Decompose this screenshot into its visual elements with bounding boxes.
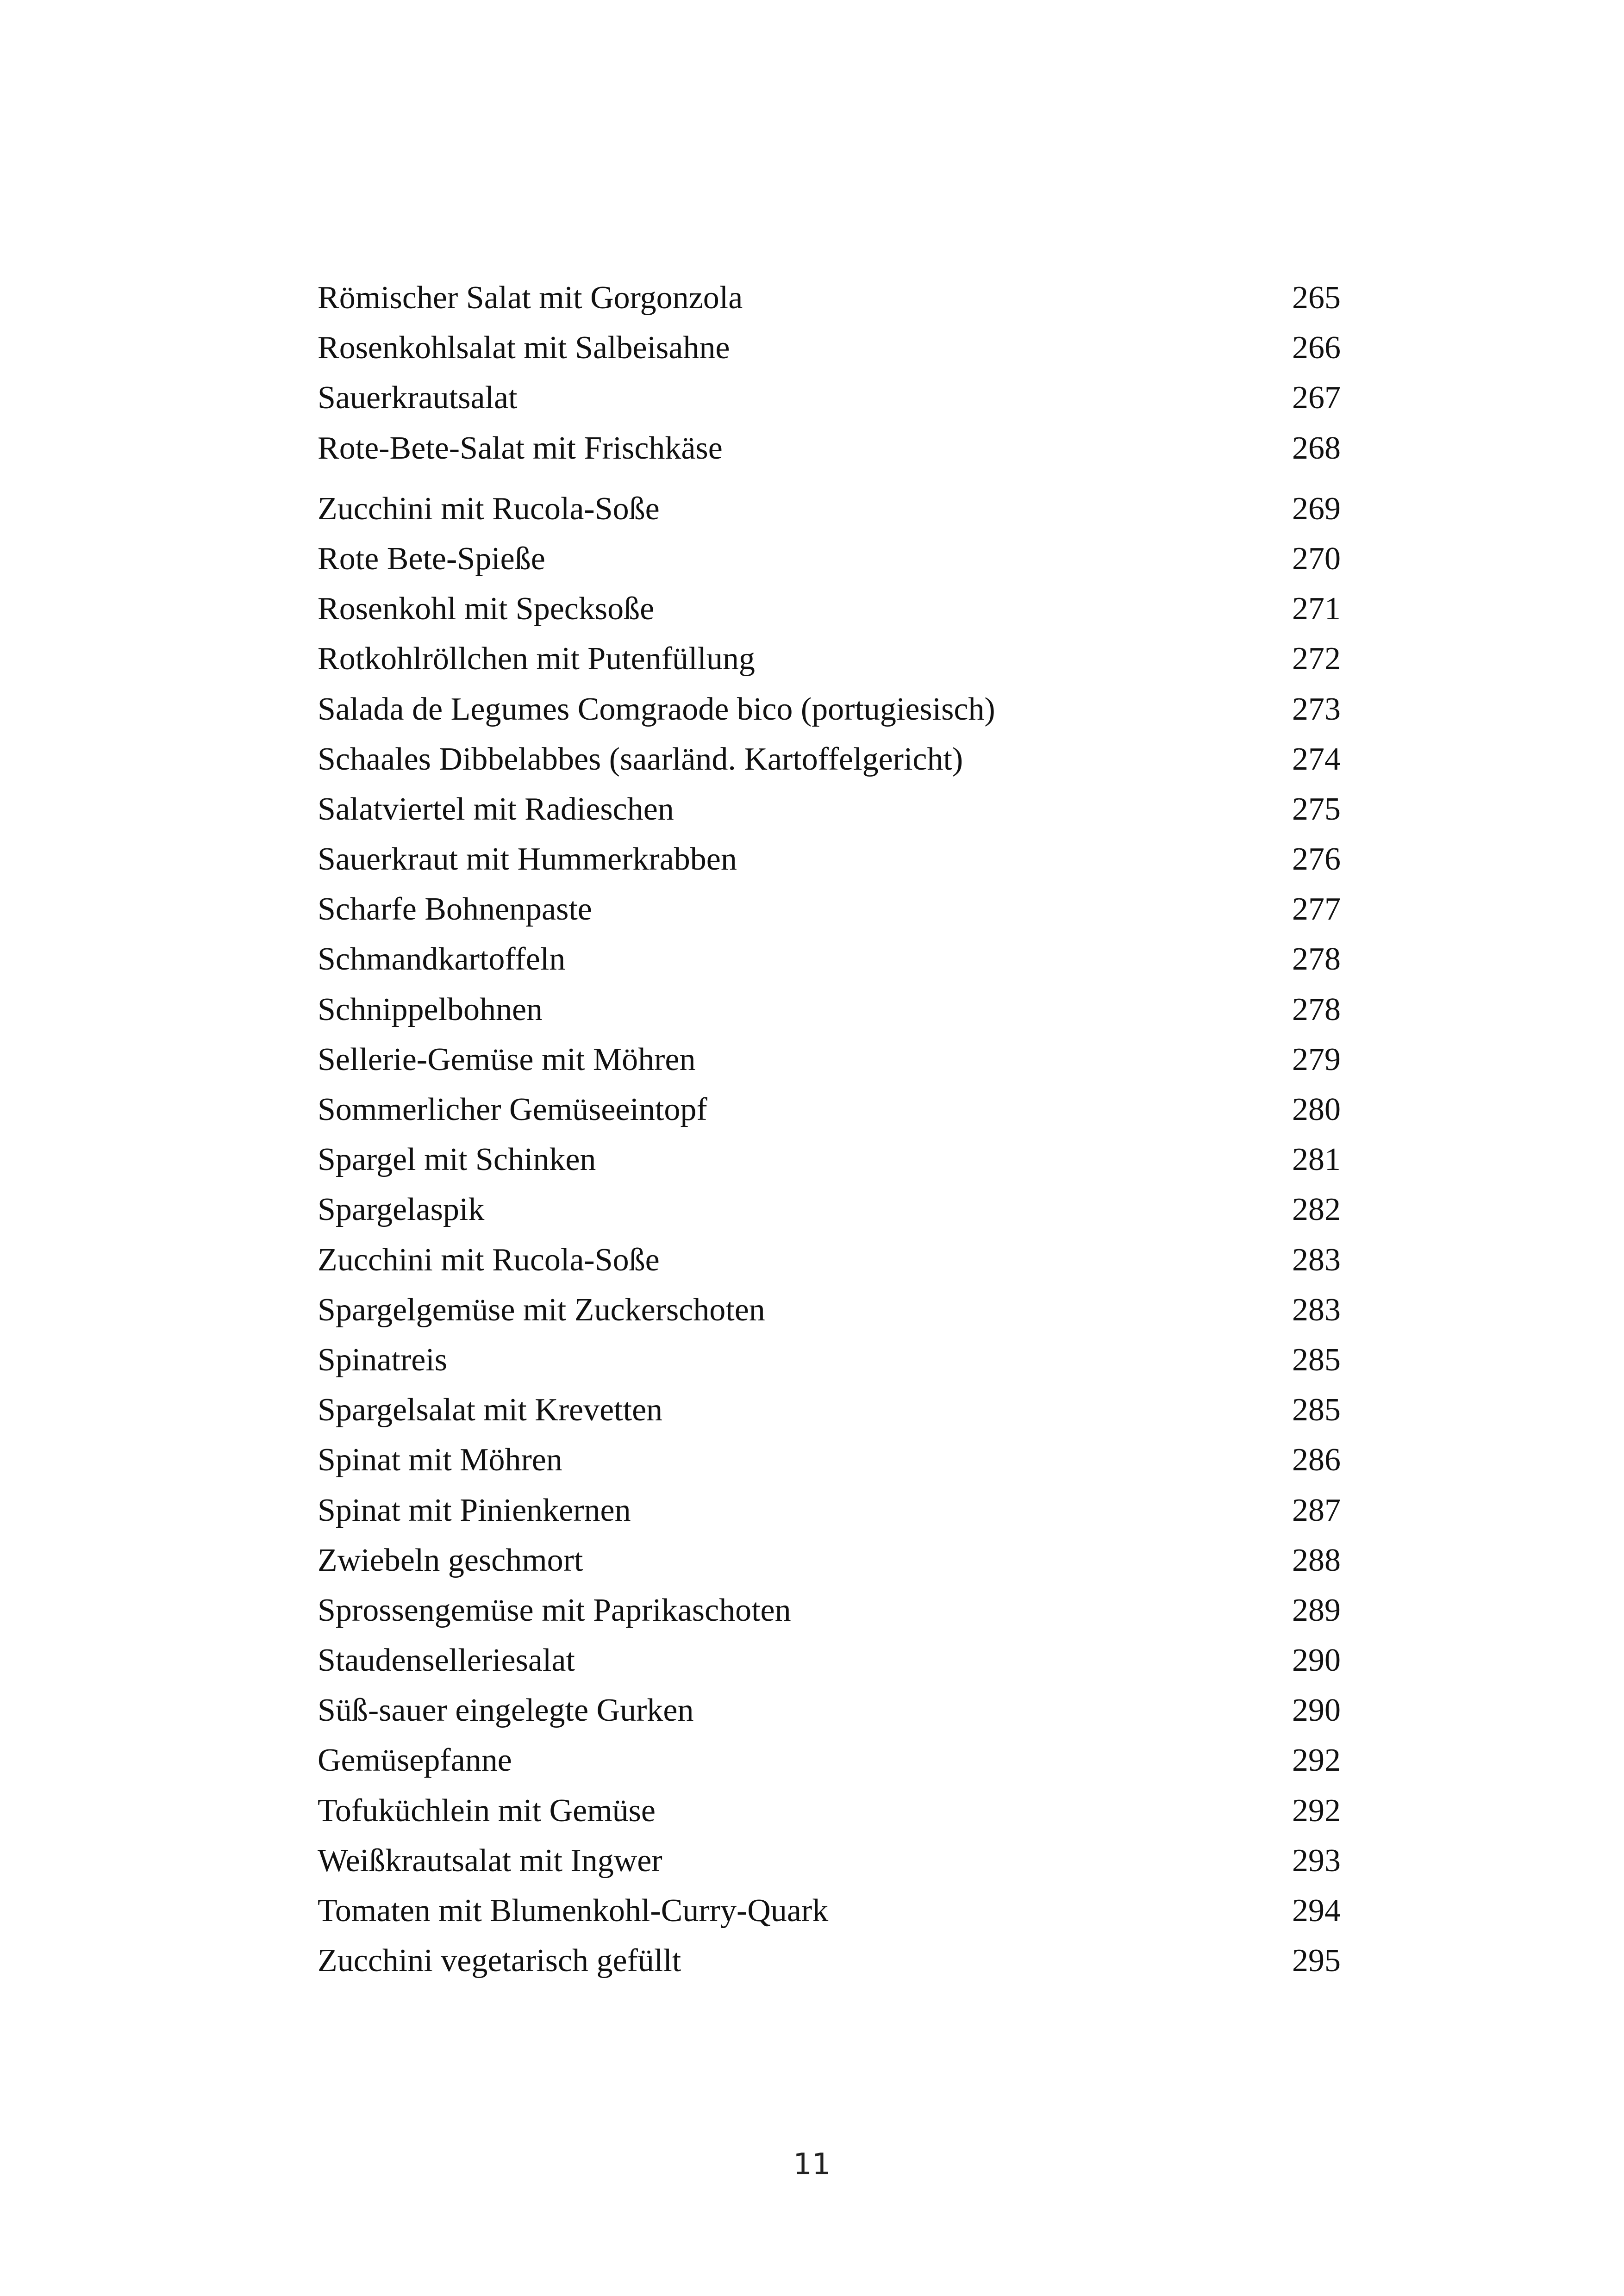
toc-entry-page: 281 (1292, 1142, 1341, 1178)
toc-entry (318, 1586, 1341, 1636)
toc-entry-title: Salada de Legumes Comgraode bico (portugiesisch) (318, 691, 995, 727)
toc-entry-title: Schaales Dibbelabbes (saarländ. Kartoffelgericht) (318, 741, 963, 777)
toc-entry-page: 269 (1292, 491, 1341, 527)
toc-entry-page: 286 (1292, 1442, 1341, 1478)
toc-entry-title: Spinat mit Pinienkernen (318, 1492, 631, 1528)
toc-entry (318, 1936, 1341, 1986)
toc-entry-title: Spargelaspik (318, 1192, 485, 1228)
toc-entry-title: Römischer Salat mit Gorgonzola (318, 280, 743, 316)
toc-entry (318, 1285, 1341, 1335)
toc-entry-page: 268 (1292, 430, 1341, 466)
toc-entry-title: Gemüsepfanne (318, 1742, 512, 1779)
toc-entry (318, 1035, 1341, 1085)
toc-entry-page: 282 (1292, 1192, 1341, 1228)
toc-entry (318, 323, 1341, 373)
toc-entry-title: Spargelgemüse mit Zuckerschoten (318, 1292, 765, 1328)
toc-entry-title: Rosenkohlsalat mit Salbeisahne (318, 330, 730, 366)
toc-entry-title: Sprossengemüse mit Paprikaschoten (318, 1592, 791, 1628)
toc-entry-page: 278 (1292, 991, 1341, 1027)
toc-entry (318, 1185, 1341, 1235)
toc-entry (318, 1335, 1341, 1385)
toc-entry (318, 985, 1341, 1035)
toc-entry-page: 277 (1292, 891, 1341, 927)
toc-entry (318, 1235, 1341, 1285)
toc-entry-page: 275 (1292, 791, 1341, 827)
toc-entry (318, 1435, 1341, 1485)
toc-entry-title: Rotkohlröllchen mit Putenfüllung (318, 641, 755, 677)
toc-entry (318, 1736, 1341, 1786)
toc-entry-page: 283 (1292, 1242, 1341, 1278)
toc-entry-title: Süß-sauer eingelegte Gurken (318, 1692, 694, 1729)
toc-entry-title: Tofuküchlein mit Gemüse (318, 1792, 656, 1829)
toc-entry-title: Rote-Bete-Salat mit Frischkäse (318, 430, 723, 466)
toc-entry-page: 271 (1292, 591, 1341, 627)
toc-entry (318, 1135, 1341, 1185)
toc-entry-title: Tomaten mit Blumenkohl-Curry-Quark (318, 1893, 829, 1929)
toc-entry-title: Weißkrautsalat mit Ingwer (318, 1842, 662, 1879)
toc-entry (318, 1636, 1341, 1686)
toc-entry (318, 1085, 1341, 1135)
toc-entry-page: 289 (1292, 1592, 1341, 1628)
toc-entry (318, 534, 1341, 584)
toc-entry-page: 274 (1292, 741, 1341, 777)
toc-entry-page: 280 (1292, 1092, 1341, 1127)
toc-entry (318, 1686, 1341, 1736)
toc-entry (318, 1886, 1341, 1936)
toc-entry (318, 884, 1341, 934)
toc-entry (318, 1536, 1341, 1586)
toc-entry-title: Spargelsalat mit Krevetten (318, 1392, 663, 1428)
toc-entry-title: Zwiebeln geschmort (318, 1542, 583, 1578)
toc-entry (318, 423, 1341, 473)
toc-entry-title: Salatviertel mit Radieschen (318, 791, 674, 827)
toc-entry (318, 1836, 1341, 1886)
toc-entry-page: 295 (1292, 1943, 1341, 1979)
toc-entry (318, 684, 1341, 734)
toc-entry-title: Sommerlicher Gemüseeintopf (318, 1092, 707, 1127)
toc-entry-title: Staudenselleriesalat (318, 1643, 575, 1679)
toc-entry-title: Schnippelbohnen (318, 991, 543, 1027)
toc-entry-page: 290 (1292, 1692, 1341, 1729)
toc-entry-page: 278 (1292, 941, 1341, 977)
toc-entry-page: 283 (1292, 1292, 1341, 1328)
table-of-contents (318, 273, 1341, 1986)
toc-entry (318, 373, 1341, 423)
toc-entry (318, 734, 1341, 784)
toc-entry-title: Zucchini vegetarisch gefüllt (318, 1943, 681, 1979)
toc-entry (318, 784, 1341, 834)
toc-entry-page: 294 (1292, 1893, 1341, 1929)
toc-entry-title: Spinat mit Möhren (318, 1442, 562, 1478)
toc-entry-title: Spargel mit Schinken (318, 1142, 596, 1178)
page-number: 11 (793, 2147, 831, 2182)
toc-entry-title: Rote Bete-Spieße (318, 541, 545, 577)
toc-entry-page: 267 (1292, 380, 1341, 416)
toc-entry-page: 290 (1292, 1643, 1341, 1679)
toc-entry-page: 273 (1292, 691, 1341, 727)
toc-entry (318, 273, 1341, 323)
toc-entry-page: 276 (1292, 841, 1341, 877)
toc-entry-page: 279 (1292, 1041, 1341, 1077)
toc-entry (318, 1385, 1341, 1435)
toc-entry (318, 484, 1341, 534)
toc-entry-page: 285 (1292, 1392, 1341, 1428)
toc-entry (318, 934, 1341, 984)
toc-entry-title: Schmandkartoffeln (318, 941, 566, 977)
toc-entry-page: 287 (1292, 1492, 1341, 1528)
toc-entry-title: Sauerkraut mit Hummerkrabben (318, 841, 737, 877)
toc-entry-page: 288 (1292, 1542, 1341, 1578)
toc-entry (318, 1786, 1341, 1836)
toc-entry-page: 292 (1292, 1742, 1341, 1779)
toc-entry-title: Zucchini mit Rucola-Soße (318, 1242, 660, 1278)
toc-entry (318, 634, 1341, 684)
toc-entry-title: Zucchini mit Rucola-Soße (318, 491, 660, 527)
toc-entry-page: 293 (1292, 1842, 1341, 1879)
toc-entry-title: Spinatreis (318, 1342, 447, 1378)
toc-entry (318, 584, 1341, 634)
toc-entry-page: 266 (1292, 330, 1341, 366)
toc-entry-page: 292 (1292, 1792, 1341, 1829)
toc-entry-page: 265 (1292, 280, 1341, 316)
toc-entry-page: 272 (1292, 641, 1341, 677)
toc-entry-title: Scharfe Bohnenpaste (318, 891, 592, 927)
toc-entry-title: Rosenkohl mit Specksoße (318, 591, 655, 627)
toc-entry-title: Sellerie-Gemüse mit Möhren (318, 1041, 696, 1077)
toc-entry (318, 1486, 1341, 1536)
toc-entry (318, 834, 1341, 884)
toc-entry-page: 285 (1292, 1342, 1341, 1378)
toc-entry-title: Sauerkrautsalat (318, 380, 518, 416)
toc-entry-page: 270 (1292, 541, 1341, 577)
